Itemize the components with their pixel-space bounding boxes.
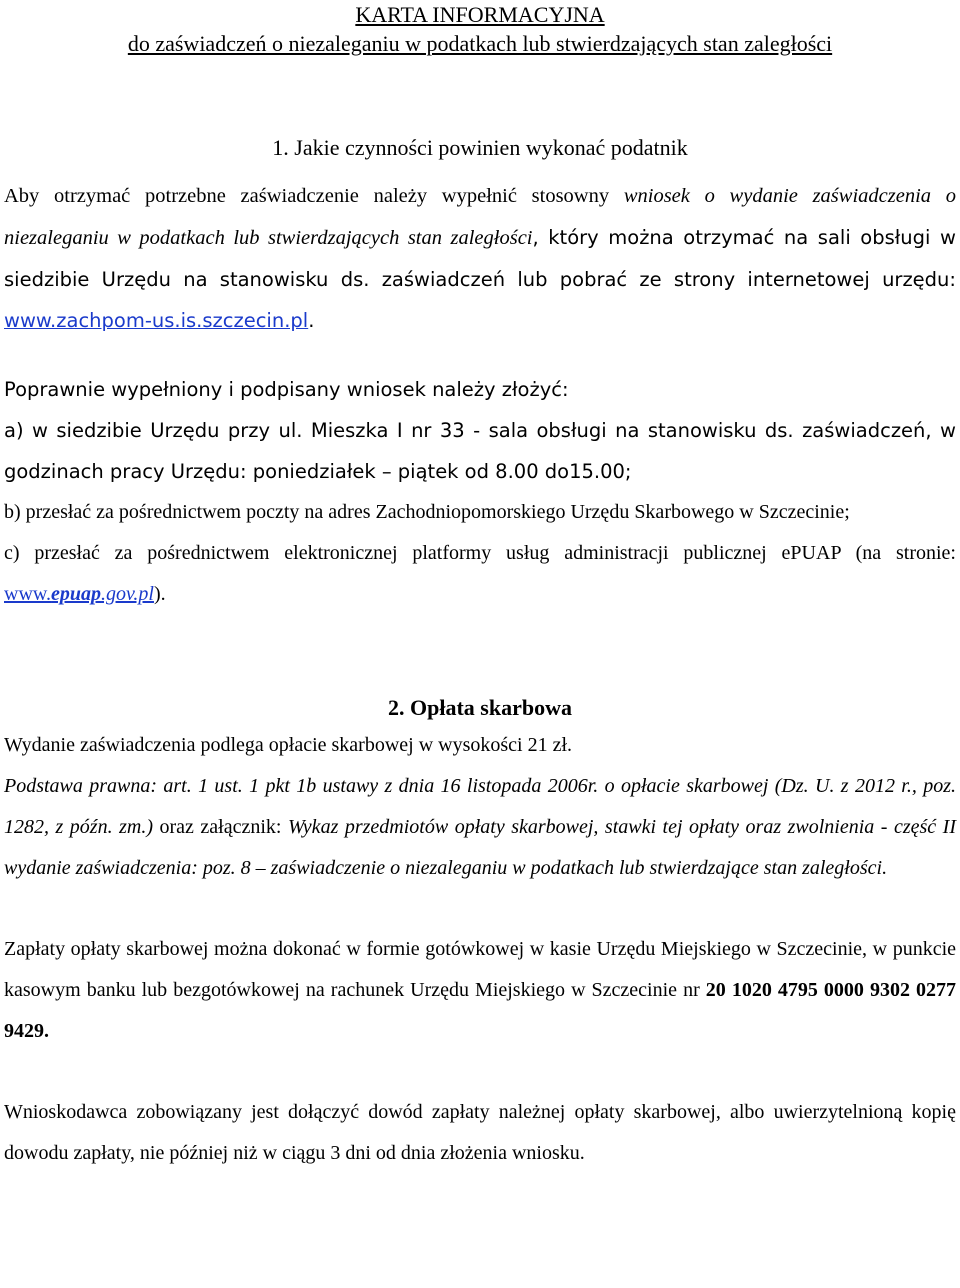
section2-legal-basis: Podstawa prawna: art. 1 ust. 1 pkt 1b ustawy z dnia 16 listopada 2006r. o opłacie skarbowej (Dz. U. z 2012 r., poz. 1282, z późn. zm.) oraz załącznik: Wykaz przedmiotów opłaty skarbowej, stawki tej opłaty oraz zwolnienia - część II wydanie zaświadczenia: poz. 8 – zaświadczenie o niezaleganiu w podatkach lub stwierdzające stan zaległości. bbox=[4, 775, 957, 879]
section1-heading: 1. Jakie czynności powinien wykonać podatnik bbox=[272, 135, 688, 160]
list-item-a: a) w siedzibie Urzędu przy ul. Mieszka I nr 33 - sala obsługi na stanowisku ds. zaświadczeń, w godzinach pracy Urzędu: poniedziałek – piątek od 8.00 do15.00; bbox=[4, 419, 956, 483]
document-subtitle: do zaświadczeń o niezaleganiu w podatkach lub stwierdzających stan zaległości bbox=[127, 31, 833, 56]
document-title: KARTA INFORMACYJNA bbox=[355, 2, 605, 27]
section2-heading: 2. Opłata skarbowa bbox=[388, 695, 572, 720]
section1-paragraph2: Poprawnie wypełniony i podpisany wniosek należy złożyć: bbox=[4, 378, 569, 401]
list-item-c: c) przesłać za pośrednictwem elektronicznej platformy usług administracji publicznej ePUAP (na stronie: www.epuap.gov.pl). bbox=[4, 542, 956, 605]
section2-payment-info: Zapłaty opłaty skarbowej można dokonać w formie gotówkowej w kasie Urzędu Miejskiego w Szczecinie, w punkcie kasowym banku lub bezgotówkowej na rachunek Urzędu Miejskiego w Szczecinie nr 20 1020 4795 0000 9302 0277 9429. bbox=[4, 938, 957, 1042]
section2-proof-of-payment: Wnioskodawca zobowiązany jest dołączyć dowód zapłaty należnej opłaty skarbowej, albo uwierzytelnioną kopię dowodu zapłaty, nie później niż w ciągu 3 dni od dnia złożenia wniosku. bbox=[4, 1101, 956, 1164]
epuap-link[interactable]: www.epuap.gov.pl bbox=[4, 583, 154, 605]
list-item-b: b) przesłać za pośrednictwem poczty na adres Zachodniopomorskiego Urzędu Skarbowego w Szczecinie; bbox=[4, 501, 850, 523]
section1-paragraph1: Aby otrzymać potrzebne zaświadczenie należy wypełnić stosowny wniosek o wydanie zaświadczenia o niezaleganiu w podatkach lub stwierdzających stan zaległości, który można otrzymać na sali obsługi w siedzibie Urzędu na stanowisku ds. zaświadczeń lub pobrać ze strony internetowej urzędu: www.zachpom-us.is.szczecin.pl. bbox=[4, 185, 956, 332]
urzad-website-link[interactable]: www.zachpom-us.is.szczecin.pl bbox=[4, 309, 309, 332]
bank-account-number: 20 1020 4795 0000 9302 0277 9429. bbox=[4, 979, 957, 1042]
section2-paragraph1: Wydanie zaświadczenia podlega opłacie skarbowej w wysokości 21 zł. bbox=[4, 734, 573, 756]
